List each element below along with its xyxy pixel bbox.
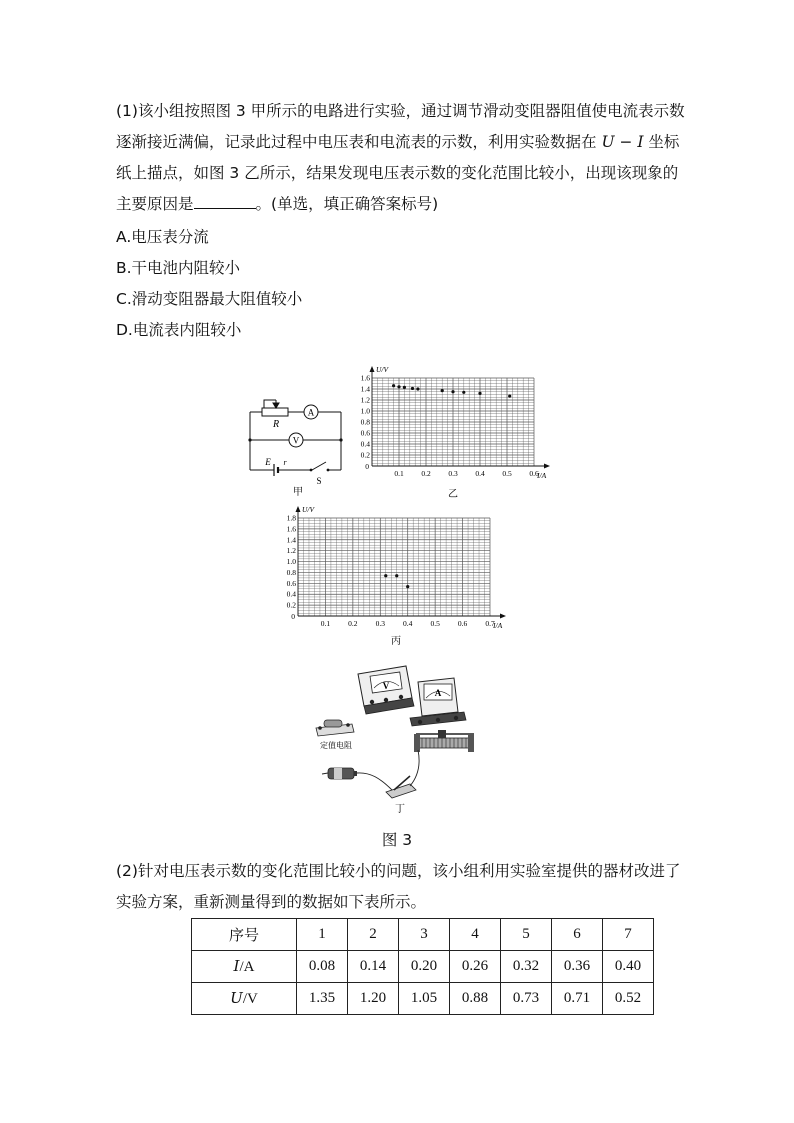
table-header-voltage <box>192 983 297 1015</box>
caption-jia: 甲 <box>293 487 303 497</box>
option-d: D.电流表内阻较小 <box>116 321 242 339</box>
x-tick-label: 0.1 <box>394 469 404 478</box>
table-cell: 1.35 <box>297 983 348 1015</box>
chart-caption: 乙 <box>448 489 458 500</box>
table-cell: 0.32 <box>501 951 552 983</box>
x-tick-label: 0.3 <box>375 619 385 628</box>
y-tick-label: 1.2 <box>360 395 370 405</box>
label-r-rheostat: R <box>272 419 280 430</box>
data-point <box>395 574 398 577</box>
voltage-unit: /V <box>242 991 258 1007</box>
chart-caption: 丙 <box>391 636 401 647</box>
x-tick-label: 0.3 <box>448 469 458 478</box>
question-1-text <box>116 96 686 220</box>
q1-text-a: (1)该小组按照图 3 甲所示的电路进行实验，通过调节滑动变阻器阻值使电流表示数逐渐接近满偏，记录此过程中电压表和电流表的示数，利用实验数据在 <box>116 102 685 151</box>
current-unit: /A <box>239 959 255 975</box>
y-tick-label: 0.6 <box>286 578 296 588</box>
q1-text-c: 。(单选，填正确答案标号) <box>255 195 439 213</box>
data-point <box>508 395 511 398</box>
y-tick-label: 1.0 <box>360 406 370 416</box>
x-tick-label: 0.5 <box>430 619 440 628</box>
voltmeter-face-label: V <box>382 681 390 691</box>
table-cell: 0.88 <box>450 983 501 1015</box>
y-tick-label: 0.4 <box>360 439 370 449</box>
x-axis-title: I/A <box>537 471 547 480</box>
y-tick-label: 0.8 <box>360 417 370 427</box>
data-point <box>406 585 409 588</box>
origin-label: 0 <box>365 462 369 471</box>
label-switch: S <box>316 476 322 486</box>
label-voltmeter: V <box>292 435 300 446</box>
x-axis-arrow <box>500 614 506 619</box>
voltage-symbol: U <box>230 989 243 1007</box>
graph-yi <box>352 355 552 500</box>
symbol-i: I <box>637 133 644 151</box>
q1-text-b: 坐标纸上描点，如图 3 乙所示，结果发现电压表示数的变化范围比较小，出现该现象的主要原因是 <box>116 133 680 213</box>
y-tick-label: 0.8 <box>286 567 296 577</box>
question-2-text: (2)针对电压表示数的变化范围比较小的问题，该小组利用实验室提供的器材改进了实验方案，重新测量得到的数据如下表所示。 <box>116 862 681 911</box>
label-emf: E <box>265 457 271 467</box>
option-c: C.滑动变阻器最大阻值较小 <box>116 290 303 308</box>
rheostat <box>262 408 288 416</box>
table-cell: 0.40 <box>603 951 654 983</box>
table-header-current <box>192 951 297 983</box>
data-table <box>191 918 654 1015</box>
y-tick-label: 1.2 <box>286 546 296 556</box>
table-row-voltage <box>192 983 654 1015</box>
y-axis-arrow <box>296 506 301 512</box>
table-cell: 7 <box>603 919 654 951</box>
data-point <box>411 387 414 390</box>
x-tick-label: 0.4 <box>475 469 485 478</box>
answer-blank[interactable] <box>194 194 256 209</box>
y-tick-label: 1.0 <box>286 557 296 567</box>
table-cell: 0.14 <box>348 951 399 983</box>
x-tick-label: 0.1 <box>320 619 331 628</box>
table-cell: 0.71 <box>552 983 603 1015</box>
x-tick-label: 0.5 <box>502 469 512 478</box>
y-axis-title: U/V <box>302 505 315 514</box>
y-tick-label: 0.6 <box>360 428 370 438</box>
y-tick-label: 1.8 <box>286 513 296 523</box>
table-cell: 0.73 <box>501 983 552 1015</box>
y-tick-label: 1.4 <box>286 535 296 545</box>
y-axis-title: U/V <box>376 365 389 374</box>
y-tick-label: 1.6 <box>360 373 370 383</box>
data-point <box>478 392 481 395</box>
data-point <box>462 391 465 394</box>
y-axis-arrow <box>370 366 375 372</box>
table-row-current <box>192 951 654 983</box>
data-point <box>384 574 387 577</box>
table-cell: 1 <box>297 919 348 951</box>
switch-lever <box>312 462 326 470</box>
table-cell: 6 <box>552 919 603 951</box>
table-cell: 4 <box>450 919 501 951</box>
y-tick-label: 1.4 <box>360 384 370 394</box>
option-a: A.电压表分流 <box>116 228 209 246</box>
table-cell: 0.20 <box>399 951 450 983</box>
label-ammeter: A <box>307 407 315 418</box>
table-header-index: 序号 <box>192 919 297 951</box>
data-point <box>441 389 444 392</box>
ammeter-device <box>410 678 466 726</box>
table-cell: 3 <box>399 919 450 951</box>
table-cell: 0.36 <box>552 951 603 983</box>
table-cell: 1.20 <box>348 983 399 1015</box>
x-tick-label: 0.7 <box>485 619 495 628</box>
switch-device <box>386 776 416 798</box>
current-symbol: I <box>233 957 240 975</box>
rheostat-device <box>414 730 474 752</box>
x-axis-title: I/A <box>493 621 503 630</box>
data-point <box>403 386 406 389</box>
voltmeter-device <box>358 666 414 714</box>
data-point <box>397 385 400 388</box>
equipment-illustration <box>314 660 484 818</box>
y-tick-label: 0.4 <box>286 589 296 599</box>
x-axis-arrow <box>544 464 550 469</box>
battery-device <box>328 768 357 779</box>
data-point <box>451 390 454 393</box>
table-cell: 0.08 <box>297 951 348 983</box>
table-cell: 5 <box>501 919 552 951</box>
table-cell: 0.26 <box>450 951 501 983</box>
origin-label: 0 <box>291 612 295 621</box>
x-tick-label: 0.6 <box>457 619 468 628</box>
data-point <box>416 387 419 390</box>
circuit-diagram <box>240 392 355 497</box>
x-tick-label: 0.2 <box>348 619 358 628</box>
fixed-resistor-device <box>316 720 354 750</box>
x-tick-label: 0.6 <box>529 469 539 478</box>
fixed-resistor-label: 定值电阻 <box>320 741 352 750</box>
caption-ding: 丁 <box>395 804 405 815</box>
graph-bing <box>278 504 518 650</box>
table-cell: 1.05 <box>399 983 450 1015</box>
table-row-index <box>192 919 654 951</box>
y-tick-label: 1.6 <box>286 524 296 534</box>
option-b: B.干电池内阻较小 <box>116 259 241 277</box>
y-tick-label: 0.2 <box>286 600 296 610</box>
table-cell: 0.52 <box>603 983 654 1015</box>
x-tick-label: 0.2 <box>421 469 431 478</box>
symbol-u: U <box>601 133 615 151</box>
data-point <box>392 384 395 387</box>
minus-sign: − <box>614 133 638 151</box>
y-tick-label: 0.2 <box>360 450 370 460</box>
ammeter-face-label: A <box>434 688 442 698</box>
label-internal-r: r <box>283 458 287 467</box>
table-cell: 2 <box>348 919 399 951</box>
figure-caption: 图 3 <box>381 831 413 849</box>
x-tick-label: 0.4 <box>403 619 413 628</box>
